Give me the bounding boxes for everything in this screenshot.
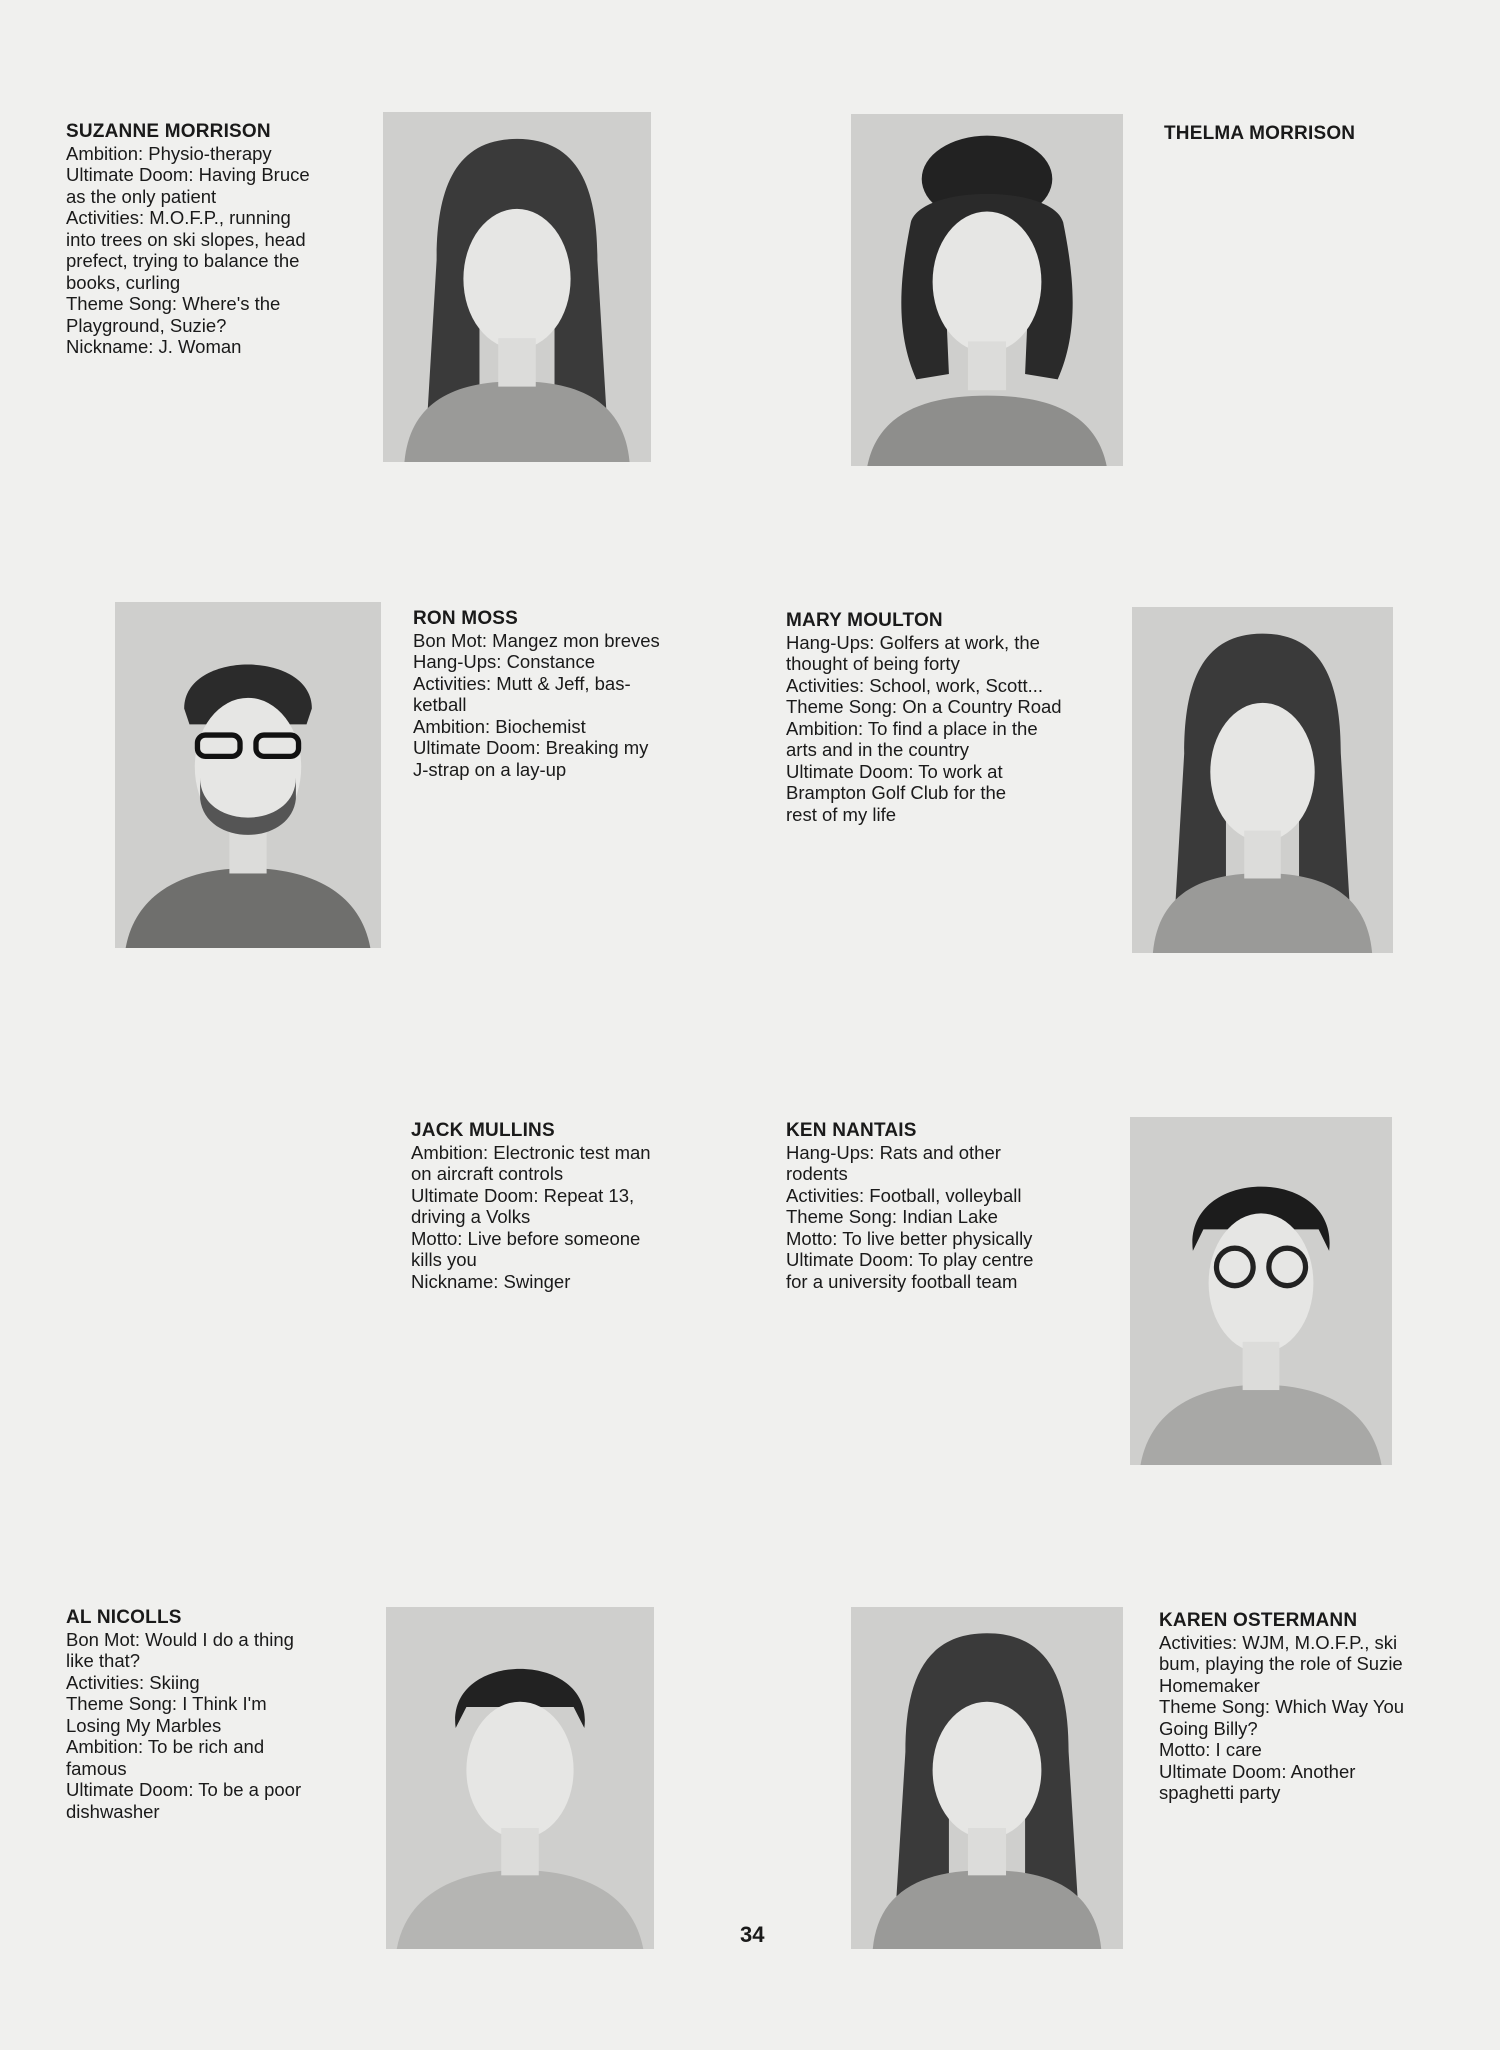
portrait-image bbox=[1130, 1117, 1392, 1465]
bio-line: bum, playing the role of Suzie bbox=[1159, 1653, 1403, 1674]
bio-line: Activities: Skiing bbox=[66, 1671, 200, 1693]
bio-line: Homemaker bbox=[1159, 1674, 1260, 1696]
photo-ron-moss bbox=[115, 602, 381, 948]
bio-karen-ostermann bbox=[1159, 1610, 1479, 1804]
student-name: MARY MOULTON bbox=[786, 610, 943, 631]
photo-suzanne-morrison bbox=[383, 112, 651, 462]
bio-line: Activities: M.O.F.P., running bbox=[66, 207, 291, 228]
bio-line: rest of my life bbox=[786, 803, 896, 825]
bio-line: for a university football team bbox=[786, 1270, 1018, 1292]
photo-thelma-morrison bbox=[851, 114, 1123, 466]
bio-line: Hang-Ups: Constance bbox=[413, 651, 596, 672]
portrait-image bbox=[386, 1607, 654, 1949]
student-name: AL NICOLLS bbox=[66, 1607, 182, 1628]
bio-line: Playground, Suzie? bbox=[66, 314, 227, 336]
bio-line: Bon Mot: Mangez mon breves bbox=[413, 629, 660, 651]
bio-mary-moulton bbox=[786, 610, 1126, 825]
bio-line: Motto: To live better physically bbox=[786, 1227, 1033, 1249]
bio-line: Activities: School, work, Scott... bbox=[786, 674, 1044, 696]
student-name: KAREN OSTERMANN bbox=[1159, 1610, 1358, 1631]
page-number: 34 bbox=[740, 1922, 765, 1947]
bio-line: Nickname: J. Woman bbox=[66, 336, 242, 357]
bio-line: Activities: WJM, M.O.F.P., ski bbox=[1159, 1631, 1398, 1653]
bio-line: Motto: I care bbox=[1159, 1739, 1262, 1760]
bio-line: Theme Song: Where's the bbox=[66, 293, 281, 314]
bio-line: thought of being forty bbox=[786, 653, 960, 674]
portrait-image bbox=[1132, 607, 1393, 953]
bio-ken-nantais bbox=[786, 1120, 1106, 1292]
bio-line: Ultimate Doom: Repeat 13, bbox=[411, 1184, 635, 1206]
bio-suzanne-morrison bbox=[66, 121, 366, 358]
bio-thelma-morrison bbox=[1164, 123, 1464, 145]
bio-line: Ambition: Physio-therapy bbox=[66, 142, 272, 164]
bio-line: Ultimate Doom: Breaking my bbox=[413, 737, 649, 758]
bio-line: Ultimate Doom: To work at bbox=[786, 760, 1003, 782]
bio-line: Ultimate Doom: To play centre bbox=[786, 1249, 1034, 1270]
student-name: JACK MULLINS bbox=[411, 1120, 555, 1141]
bio-ron-moss bbox=[413, 608, 733, 780]
bio-line: Theme Song: Indian Lake bbox=[786, 1206, 998, 1227]
bio-line: Hang-Ups: Golfers at work, the bbox=[786, 631, 1040, 653]
bio-line: into trees on ski slopes, head bbox=[66, 228, 306, 250]
portrait-image bbox=[383, 112, 651, 462]
bio-line: as the only patient bbox=[66, 185, 217, 207]
bio-line: Ambition: To be rich and bbox=[66, 1736, 265, 1757]
bio-line: arts and in the country bbox=[786, 739, 970, 760]
bio-al-nicolls bbox=[66, 1607, 376, 1822]
portrait-image bbox=[851, 114, 1123, 466]
photo-karen-ostermann bbox=[851, 1607, 1123, 1949]
student-name: KEN NANTAIS bbox=[786, 1120, 917, 1141]
photo-mary-moulton bbox=[1132, 607, 1393, 953]
bio-line: Ultimate Doom: Another bbox=[1159, 1760, 1356, 1782]
bio-line: Activities: Mutt & Jeff, bas- bbox=[413, 672, 631, 694]
bio-line: Theme Song: On a Country Road bbox=[786, 696, 1062, 717]
bio-line: Ambition: Electronic test man bbox=[411, 1141, 651, 1163]
bio-line: Theme Song: I Think I'm bbox=[66, 1693, 267, 1714]
student-name: RON MOSS bbox=[413, 608, 519, 629]
bio-line: rodents bbox=[786, 1163, 848, 1184]
bio-line: Losing My Marbles bbox=[66, 1714, 222, 1736]
photo-al-nicolls bbox=[386, 1607, 654, 1949]
student-name: THELMA MORRISON bbox=[1164, 123, 1356, 144]
bio-line: on aircraft controls bbox=[411, 1163, 564, 1184]
bio-line: Motto: Live before someone bbox=[411, 1227, 641, 1249]
bio-jack-mullins bbox=[411, 1120, 731, 1292]
bio-line: J-strap on a lay-up bbox=[413, 758, 567, 780]
bio-line: Theme Song: Which Way You bbox=[1159, 1696, 1405, 1717]
bio-line: spaghetti party bbox=[1159, 1782, 1281, 1803]
bio-line: like that? bbox=[66, 1650, 141, 1671]
bio-line: ketball bbox=[413, 694, 467, 715]
bio-line: books, curling bbox=[66, 271, 181, 293]
bio-line: Ambition: Biochemist bbox=[413, 715, 586, 737]
bio-line: Going Billy? bbox=[1159, 1717, 1258, 1739]
bio-line: Nickname: Swinger bbox=[411, 1270, 571, 1292]
bio-line: Ambition: To find a place in the bbox=[786, 717, 1038, 739]
bio-line: Bon Mot: Would I do a thing bbox=[66, 1628, 294, 1650]
bio-line: prefect, trying to balance the bbox=[66, 250, 300, 271]
bio-line: driving a Volks bbox=[411, 1206, 531, 1227]
bio-line: kills you bbox=[411, 1249, 477, 1270]
bio-line: famous bbox=[66, 1757, 127, 1779]
bio-line: Activities: Football, volleyball bbox=[786, 1184, 1022, 1206]
photo-ken-nantais bbox=[1130, 1117, 1392, 1465]
bio-line: Hang-Ups: Rats and other bbox=[786, 1141, 1001, 1163]
bio-line: Brampton Golf Club for the bbox=[786, 782, 1007, 803]
bio-line: Ultimate Doom: Having Bruce bbox=[66, 164, 310, 185]
portrait-image bbox=[115, 602, 381, 948]
bio-line: Ultimate Doom: To be a poor bbox=[66, 1779, 302, 1800]
student-name: SUZANNE MORRISON bbox=[66, 121, 271, 142]
portrait-image bbox=[851, 1607, 1123, 1949]
bio-line: dishwasher bbox=[66, 1800, 160, 1822]
